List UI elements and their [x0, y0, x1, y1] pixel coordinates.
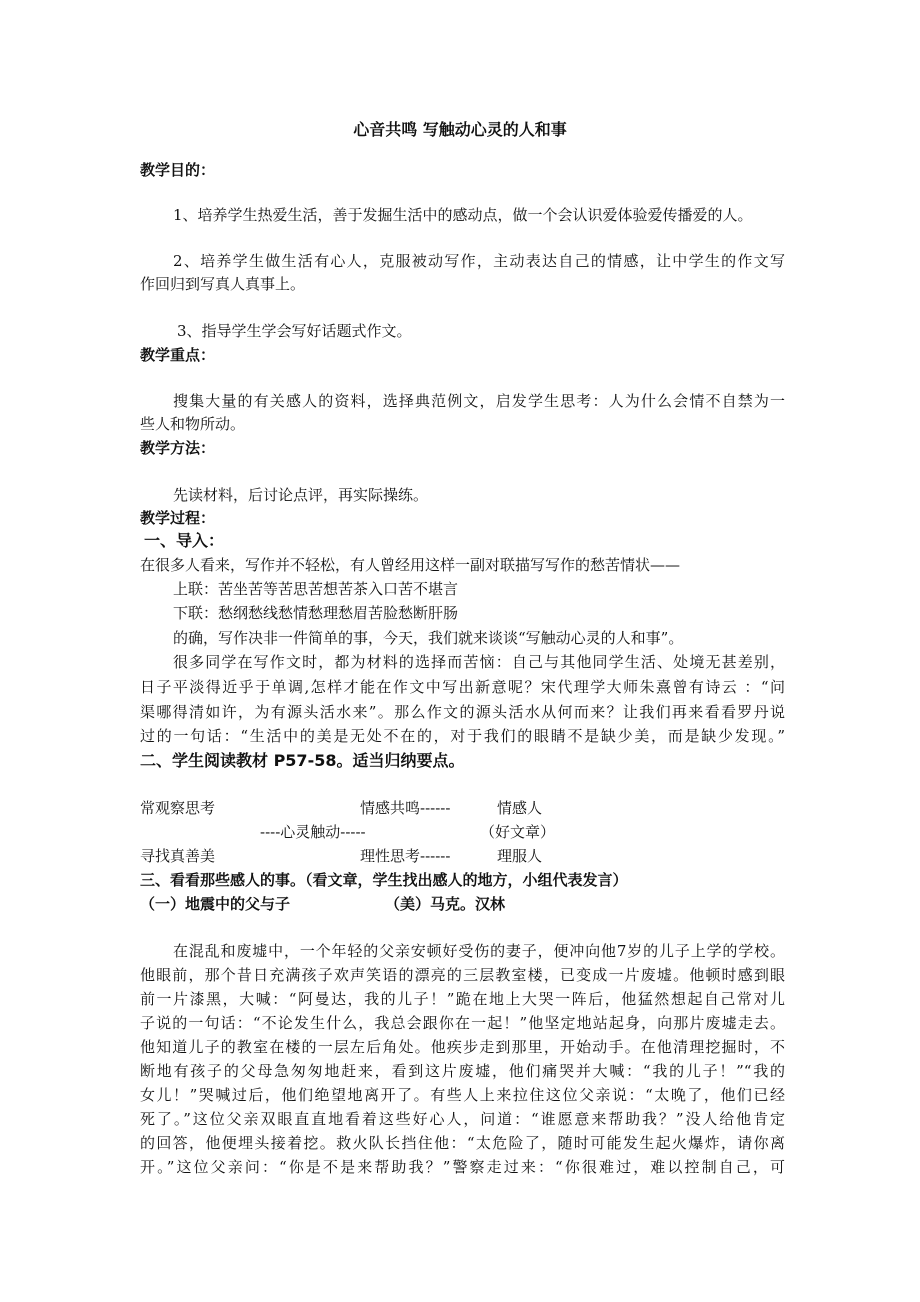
intro-para-3-line-3: 渠哪得清如许，为有源头活水来”。那么作文的源头活水从何而来？让我们再来看看罗丹说: [140, 703, 785, 721]
story-line-4: 子说的一句话：“不论发生什么，我总会跟你在一起！”他坚定地站起身，向那片废墟走去。: [140, 1014, 785, 1032]
story-line-6: 断地有孩子的父母急匆匆地赶来，看到这片废墟，他们痛哭并大喊：“我的儿子！”“我的: [140, 1062, 785, 1080]
intro-para-3-line-2: 日子平淡得近乎于单调,怎样才能在作文中写出新意呢？宋代理学大师朱熹曾有诗云 ：“问: [140, 678, 785, 696]
story-line-2: 他眼前，那个昔日充满孩子欢声笑语的漂亮的三层教室楼，已变成一片废墟。他顿时感到眼: [140, 966, 785, 984]
intro-para-3-line-4: 过的一句话：“生活中的美是无处不在的，对于我们的眼睛不是缺少美，而是缺少发现。”: [140, 727, 785, 745]
section-2-heading: 二、学生阅读教材 P57-58。适当归纳要点。: [140, 751, 465, 770]
story-line-3: 前一片漆黑，大喊：“阿曼达，我的儿子！”跪在地上大哭一阵后，他猛然想起自己常对儿: [140, 990, 785, 1008]
focus-line-1: 搜集大量的有关感人的资料，选择典范例文，启发学生思考：人为什么会情不自禁为一: [173, 392, 785, 410]
story-line-9: 的回答，他便埋头接着挖。救火队长挡住他：“太危险了，随时可能发生起火爆炸，请你离: [140, 1134, 785, 1152]
diagram-heart-touched: ----心灵触动-----: [260, 823, 366, 841]
diagram-touch-with-emotion: 情感人: [497, 799, 543, 817]
story-line-1: 在混乱和废墟中，一个年轻的父亲安顿好受伤的妻子，便冲向他7岁的儿子上学的学校。: [173, 942, 785, 960]
method-line: 先读材料，后讨论点评，再实际操练。: [173, 486, 429, 504]
heading-teaching-process: 教学过程：: [140, 509, 216, 527]
goal-2-line-1: 2、培养学生做生活有心人，克服被动写作，主动表达自己的情感，让中学生的作文写: [173, 252, 785, 270]
intro-para-3-line-1: 很多同学在写作文时，都为材料的选择而苦恼：自己与其他同学生活、处境无甚差别，: [173, 653, 785, 671]
intro-para-2: 的确，写作决非一件简单的事，今天，我们就来谈谈“写触动心灵的人和事”。: [173, 629, 684, 647]
diagram-good-article: （好文章）: [480, 823, 556, 841]
section-1-heading: 一、导入：: [144, 531, 225, 550]
intro-para-1: 在很多人看来，写作并不轻松，有人曾经用这样一副对联描写写作的愁苦情状——: [140, 556, 681, 574]
diagram-emotion-resonance: 情感共鸣------: [360, 799, 451, 817]
section-3-heading: 三、看看那些感人的事。（看文章，学生找出感人的地方，小组代表发言）: [140, 871, 628, 889]
document-title: 心音共鸣 写触动心灵的人和事: [353, 120, 567, 139]
couplet-upper: 上联：苦坐苦等苦思苦想苦茶入口苦不堪言: [173, 580, 459, 598]
heading-teaching-method: 教学方法：: [140, 439, 216, 457]
diagram-persuade-with-reason: 理服人: [497, 847, 543, 865]
diagram-observe: 常观察思考: [140, 799, 216, 817]
heading-teaching-goals: 教学目的：: [140, 161, 216, 179]
diagram-rational-thinking: 理性思考------: [360, 847, 451, 865]
focus-line-2: 些人和物所动。: [140, 415, 246, 433]
goal-2-line-2: 作回归到写真人真事上。: [140, 275, 306, 293]
story-line-10: 开。”这位父亲问：“你是不是来帮助我？”警察走过来：“你很难过，难以控制自己，可: [140, 1158, 785, 1176]
story-line-5: 他知道儿子的教室在楼的一层左后角处。他疾步走到那里，开始动手。在他清理挖掘时，不: [140, 1038, 785, 1056]
diagram-seek-truth: 寻找真善美: [140, 847, 216, 865]
goal-1: 1、培养学生热爱生活，善于发掘生活中的感动点，做一个会认识爱体验爱传播爱的人。: [173, 206, 753, 224]
story-title: （一）地震中的父与子: [140, 895, 291, 913]
story-line-8: 死了。”这位父亲双眼直直地看着这些好心人，问道：“谁愿意来帮助我？”没人给他肯定: [140, 1110, 785, 1128]
heading-teaching-focus: 教学重点：: [140, 346, 216, 364]
story-line-7: 女儿！”哭喊过后，他们绝望地离开了。有些人上来拉住这位父亲说：“太晚了，他们已经: [140, 1086, 785, 1104]
couplet-lower: 下联：愁纲愁线愁情愁理愁眉苦脸愁断肝肠: [173, 604, 459, 622]
goal-3: 3、指导学生学会写好话题式作文。: [177, 322, 412, 340]
story-author: （美）马克。汉林: [385, 895, 506, 913]
